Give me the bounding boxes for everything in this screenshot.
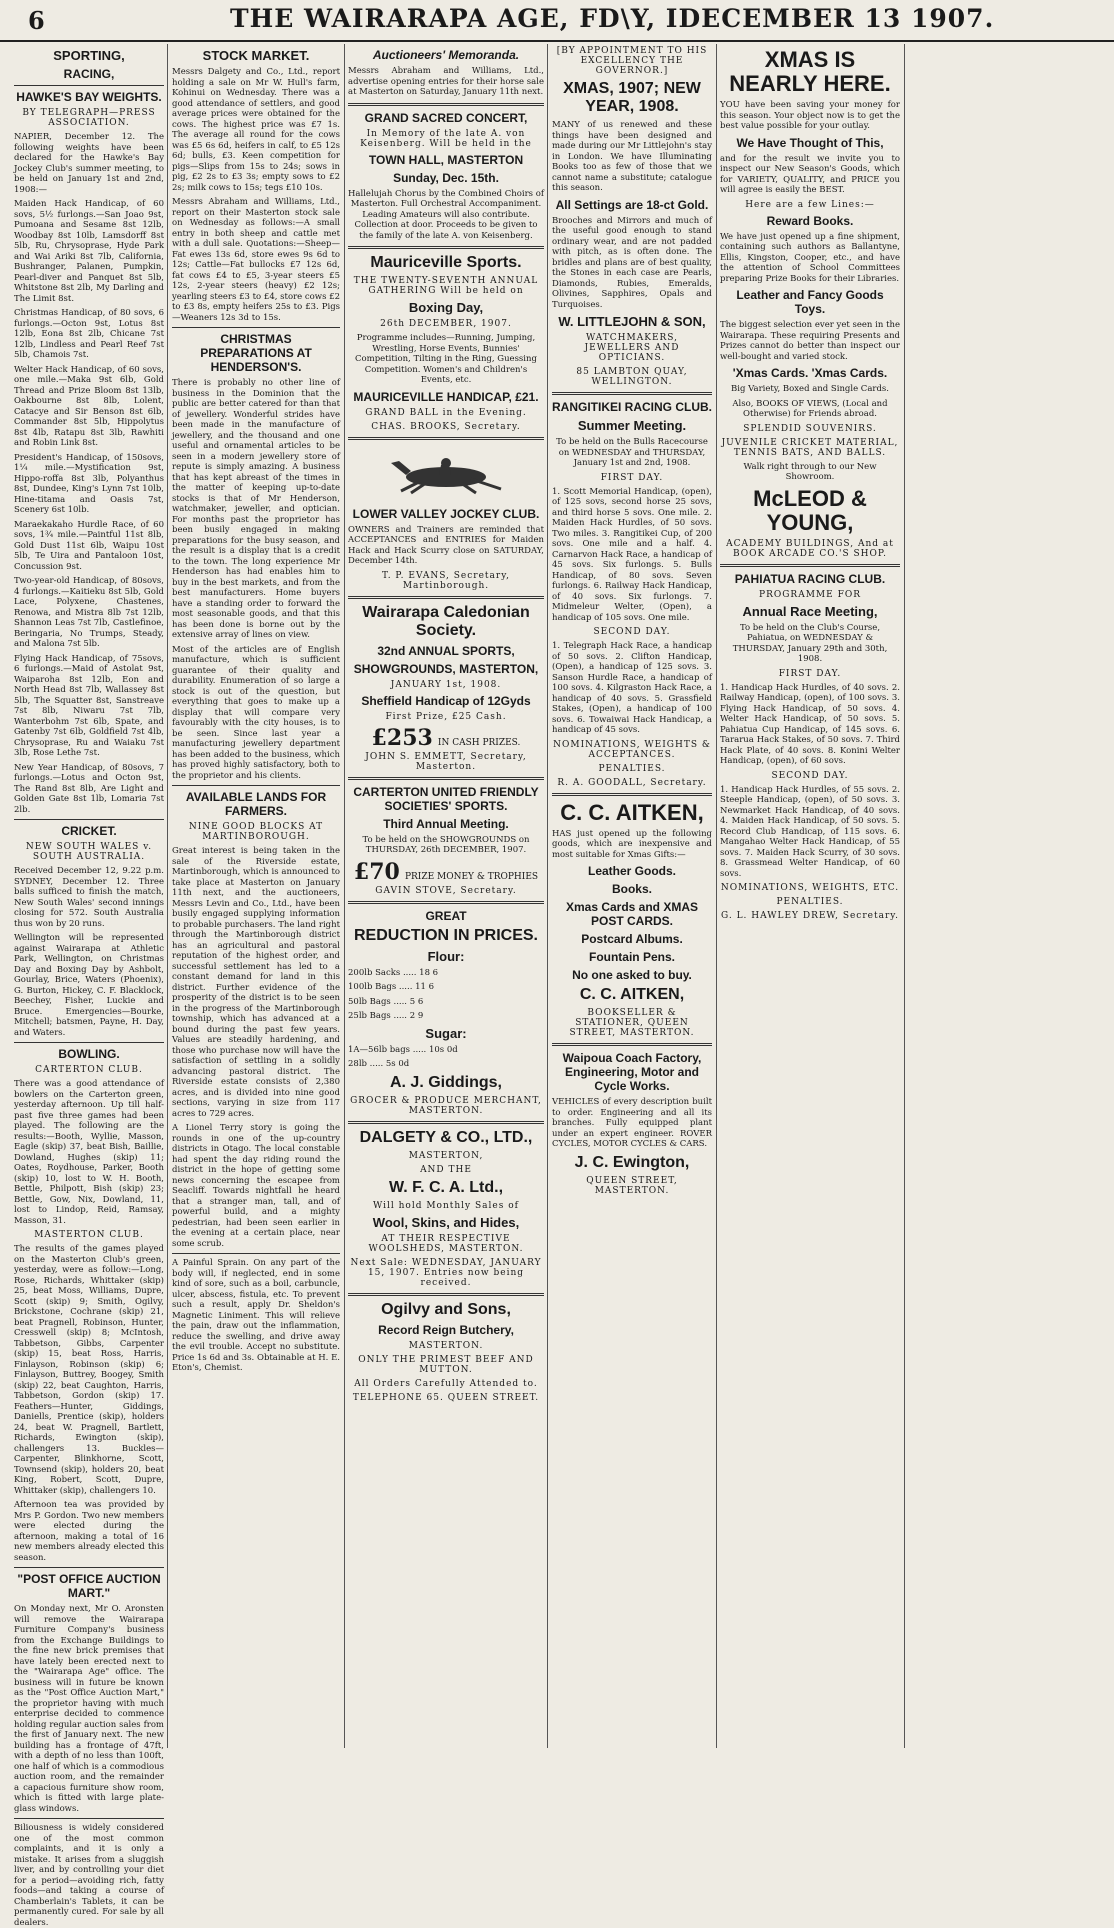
section-subheading: RACING,	[63, 67, 115, 81]
column-rule	[716, 44, 717, 1748]
newspaper-title: THE WAIRARAPA AGE, FD\Y, IDECEMBER 13 1907.	[230, 4, 995, 33]
article-text: Wellington will be represented against Wairarapa at Athletic Park, Wellington, on Christmas Day and Boxing Day by Ashbolt, Gourlay, Brice, Waters (Phoenix), G. Burton, Hickey, C. F. Blacklock, Beechey, Fisher, Luckie and Bruce. Emergencies—Bourke, Mitchell; batsmen, Payne, H. Day, and Waters.	[14, 933, 164, 1038]
advert-title: Waipoua Coach Factory, Engineering, Motor and Cycle Works.	[562, 1051, 702, 1093]
byline: BY TELEGRAPH—PRESS ASSOCIATION.	[22, 108, 156, 128]
article-text: On Monday next, Mr O. Aronsten will remove the Wairarapa Furniture Company's business from the Exchange Buildings to the fine new brick premises that have lately been erected next to the "Wairarapa Age" office. The business will in future be known as the "Post Office Auction Mart," the proprietor having with much enterprise decided to commence holding regular auction sales from the first of January next. The new building has a frontage of 47ft, with a depth of no less than 100ft, one half of which is a commodious auction room, and the remainder a capacious furniture show room, which is fitted with large plate-glass windows.	[14, 1604, 164, 1814]
column-notices: Auctioneers' Memoranda. Messrs Abraham and Williams, Ltd., advertise opening entries for their horse sale at Masterton on Saturday, January 11th next. GRAND SACRED CONCERT, In Memory of the late A. von Keisenberg. Will be held in the TOWN HALL, MASTERTON Sunday, Dec. 15th. Hallelujah Chorus by the Combined Choirs of Masterton. Full Orchestral Accompaniment. Leading Amateurs will also contribute. Collection at door. Proceeds to be given to the family of the late A. von Keisenberg. Mauriceville Sports. THE TWENTY-SEVENTH ANNUAL GATHERING Will be held on Boxing Day, 26th DECEMBER, 1907. Programme includes—Running, Jumping, Wrestling, Horse Events, Bunnies' Competition, Tilting in the Ring, Guessing Competition. Women's and Children's Events, etc. MAURICEVILLE HANDICAP, £21. GRAND BALL in the Evening. CHAS. BROOKS, Secretary. LOWER VALLEY JOCKEY CLUB. OWNERS and Trainers are reminded that ACCEPTANCES and ENTRIES for Maiden Hack and Hack Scurry close on SATURDAY, December 14th. T. P. EVANS, Secretary, Martinborough. Wairarapa Caledonian Society. 32nd ANNUAL SPORTS, SHOWGROUNDS, MASTERTON, JANUARY 1st, 1908. Sheffield Handicap of 12Gyds First Prize, £25 Cash. £253 IN CASH PRIZES. JOHN S. EMMETT, Secretary, Masterton. CARTERTON UNITED FRIENDLY SOCIETIES' SPORTS. Third Annual Meeting. To be held on the SHOWGROUNDS on THURSDAY, 26th DECEMBER, 1907. £70 PRIZE MONEY & TROPHIES GAVIN STOVE, Secretary. GREAT REDUCTION IN PRICES. Flour: 200lb Sacks ..... 18 6 100lb Bags ..... 11 6 50lb Bags ..... 5 6 25lb Bags ..... 2 9 Sugar: 1A—56lb bags ..... 10s 0d 28lb ..... 5s 0d A. J. Giddings, GROCER & PRODUCE MERCHANT, MASTERTON. DALGETY & CO., LTD., MASTERTON, AND THE W. F. C. A. Ltd., Will hold Monthly Sales of Wool, Skins, and Hides, AT THEIR RESPECTIVE WOOLSHEDS, MASTERTON. Next Sale: WEDNESDAY, JANUARY 15, 1907. Entries now being received. Ogilvy and Sons, Record Reign Butchery, MASTERTON. ONLY THE PRIMEST BEEF AND MUTTON. All Orders Carefully Attended to. TELEPHONE 65. QUEEN STREET.	[348, 48, 544, 1403]
article-text: Messrs Abraham and Williams, Ltd., report on their Masterton stock sale on Wednesday as follows:—A small entry in both sheep and cattle met with a dull sale. Quotations:—Sheep—Fat ewes 13s 6d, store ewes 9s 6d to 12s; Cattle—Fat bullocks £7 12s 6d, fat cows £4 to £5, 3-year steers £5 12s, 2-year steers (heavy) £2 12s; yearling steers £3 to £4, store cows £2 to £3 8s, empty heifers 25s to £3. Pigs—Weaners 12s 3d to 15s.	[172, 197, 340, 323]
advert-title: RANGITIKEI RACING CLUB.	[552, 400, 712, 414]
article-text: Messrs Abraham and Williams, Ltd., advertise opening entries for their horse sale at Masterton on Saturday, January 11th next.	[348, 66, 544, 97]
column-rule	[344, 44, 345, 1748]
horse-racing-illustration	[348, 449, 544, 495]
article-title: AVAILABLE LANDS FOR FARMERS.	[185, 790, 327, 818]
advert-title: GRAND SACRED CONCERT,	[364, 110, 528, 125]
article-text: Most of the articles are of English manufacture, which is sufficient guarantee of their quality and durability. Enumeration of so large a stock is out of the question, but everything that goes to make up a display that will compare very favourably with the city houses, is to be seen. Since last year a manufacturing jewellery department has been added to the business, which has proved highly satisfactory, both to the proprietor and his clients.	[172, 644, 340, 781]
masthead	[0, 0, 1114, 42]
article-text: Two-year-old Handicap, of 80sovs, 4 furlongs.—Kaitieku 8st 5lb, Gold Lace, Polyxene, Chastenes, Renowa, and Mistra 8lb 7st 12lb, Shannon Leas 7st 7lb, Castlefinoe, Beringaria, No Trumps, Steady, and Malona 7st 5lb.	[14, 576, 164, 649]
advert-text: Biliousness is widely considered one of the most common complaints, and it is only a mistake. It arises from a sluggish liver, and by controlling your diet for a period—avoiding rich, fatty foods—and taking a course of Chamberlain's Tablets, it can be permanently cured. For sale by all dealers.	[14, 1823, 164, 1928]
section-heading: BOWLING.	[58, 1047, 120, 1061]
column-rule	[904, 44, 905, 1748]
section-heading: CRICKET.	[61, 824, 117, 838]
article-title: NEW SOUTH WALES v. SOUTH AUSTRALIA.	[25, 842, 153, 862]
article-text: Received December 12, 9.22 p.m. SYDNEY, December 12. Three balls sufficed to finish the match, New South Wales' second innings closing for 572. South Australia thus won by 20 runs.	[14, 866, 164, 929]
advert-title: REDUCTION IN PRICES.	[353, 926, 538, 944]
advert-title: Mauriceville Sports.	[370, 254, 522, 271]
advert-title: XMAS IS NEARLY HERE.	[729, 47, 891, 96]
article-text: Messrs Dalgety and Co., Ltd., report holding a sale on Mr W. Hull's farm, Kohinui on Wednesday. There was a good attendance of settlers, and good average prices were obtained for the cows. The highest price was £7 1s. The average all round for the cows was £5 6s 6d, heifers in calf, to £5 12s 6d; bulls, £3. Keen competition for pigs—Slips from 15s to 24s; sows in pig, £2 2s to £3 3s; empty sows to £2 2s; milk cows to 15s; tegs £10 10s.	[172, 67, 340, 193]
article-subtitle: NINE GOOD BLOCKS AT MARTINBOROUGH.	[188, 822, 324, 842]
column-rule	[167, 44, 168, 1748]
advert-title: DALGETY & CO., LTD.,	[359, 1128, 533, 1146]
column-rule	[547, 44, 548, 1748]
article-title: CHRISTMAS PREPARATIONS AT HENDERSON'S.	[200, 332, 312, 374]
article-text: Maiden Hack Handicap, of 60 sovs, 5½ furlongs.—San Joao 9st, Pumoana and Sesame 8st 12lb, Woodbay 8st 10lb, Lamsdorff 8st 5lb, Ru, Chrysoprase, Hyde Park and Wai Ariki 8st 7lb, California, Bushranger, Palanen, Pumpkin, Pearl-diver and Panquet 8st 5lb, Whitstone 8st 2lb, My Darling and The Limit 8st.	[14, 199, 164, 304]
article-text: There is probably no other line of business in the Dominion that the public are better catered for than that of jewellery. Wonderful strides have been made in the manufacture of jewellery, and the thousand and one useful and ornamental articles to be seen in a modern jewellery store of repute is simply amazing. A business that has kept abreast of the times in the matter of keeping up-to-date stocks is that of Mr Henderson, watchmaker, jeweller, and optician. For months past the proprietor has been busily engaged in making preparations for the busy season, and the result is a display that is a credit to the town. The long experience Mr Henderson has had enables him to buy in the best markets, and from the best manufacturers. Home buyers have a standing order to forward the most seasonable goods, and that this has been done is borne out by the extensive array of lines on view.	[172, 378, 340, 640]
article-text: Afternoon tea was provided by Mrs P. Gordon. Two new members were elected during the afternoon, making a total of 16 new members already elected this season.	[14, 1500, 164, 1563]
article-text: NAPIER, December 12. The following weights have been declared for the Hawke's Bay Jockey Club's summer meeting, to be held on January 1st and 2nd, 1908:—	[14, 132, 164, 195]
article-text: The results of the games played on the Masterton Club's green, yesterday, were as follow:—Long, Rose, Richards, Whittaker (skip) 25, beat Moss, Williams, Dupre, Scott (skip) 9; Smith, Ogilvy, Brickstone, Cochrane (skip) 21, beat Pragnell, Robinson, Hunter, Cresswell (skip) 8; McIntosh, Tabbetson, Gibbs, Carpenter (skip) 15, beat Ross, Harris, Finlayson, Robinson (skip) 6; Finlayson, Buttrey, Boogey, Smith (skip) 22, beat Caughton, Harris, Tabbetson, Gordon (skip) 17. Feathers—Hunter, Giddings, Daniells, Prentice (skip), holders 24, beat W. Pragnell, Bartlett, Richards, Ewington (skip), challengers 13. Buckles—Carpenter, Blinkhorne, Scott, Townsend (skip), holders 20, beat King, Robert, Scott, Dupre, Whittaker (skip), challengers 10.	[14, 1244, 164, 1496]
advert-title: Wairarapa Caledonian Society.	[362, 603, 530, 639]
advert-title: Ogilvy and Sons,	[381, 1300, 511, 1318]
article-text: Flying Hack Handicap, of 75sovs, 6 furlongs.—Maid of Astolat 9st, Waiparoha 8st 12lb, Eon and North Head 8st 7lb, Wallassey 8st 5lb, The Squatter 8st, Sanstreave 7st 8lb, Niwaru 7st 7lb, Wanterbohm 7st 6lb, Spate, and Gatenby 7st 6lb, Goldfield 7st 4lb, Chrysoprase, Ru and Waiaku 7st 3lb, Rose Lethe 7st.	[14, 653, 164, 758]
article-title: CARTERTON CLUB.	[35, 1065, 143, 1075]
article-text: President's Handicap, of 150sovs, 1¼ mile.—Mystification 9st, Hippo-roffa 8st 3lb, Polyanthus 8st, Dundee, King's Lynn 7st 10lb, Hine-titama and Oasis 7st, Scenery 6st 10lb.	[14, 452, 164, 515]
column-adverts-b: XMAS IS NEARLY HERE. YOU have been saving your money for this season. Your object now is to get the best value possible for your outlay. We Have Thought of This, and for the result we invite you to inspect our New Season's Goods, which for VARIETY, QUALITY, and PRICE you will agree is easily the BEST. Here are a few Lines:— Reward Books. We have just opened up a fine shipment, containing such authors as Ballantyne, Ellis, Kingston, Cooper, etc., and have the attention of School Committees preparing Prize Books for their Libraries. Leather and Fancy Goods Toys. The biggest selection ever yet seen in the Wairarapa. These requiring Presents and Prizes cannot do better than inspect our well-bought and varied stock. 'Xmas Cards. 'Xmas Cards. Big Variety, Boxed and Single Cards. Also, BOOKS OF VIEWS, (Local and Otherwise) for Friends abroad. SPLENDID SOUVENIRS. JUVENILE CRICKET MATERIAL, TENNIS BATS, AND BALLS. Walk right through to our New Showroom. McLEOD & YOUNG, ACADEMY BUILDINGS, And at BOOK ARCADE CO.'S SHOP. PAHIATUA RACING CLUB. PROGRAMME FOR Annual Race Meeting, To be held on the Club's Course, Pahiatua, on WEDNESDAY & THURSDAY, January 29th and 30th, 1908. FIRST DAY. 1. Handicap Hack Hurdles, of 40 sovs. 2. Railway Handicap, (open), of 100 sovs. 3. Flying Hack Handicap, of 50 sovs. 4. Welter Hack Handicap, of 50 sovs. 5. Pahiatua Cup Handicap, of 145 sovs. 6. Tararua Hack Stakes, of 50 sovs. 7. Third Hack Plate, of 40 sovs. 8. Konini Welter Handicap, (open), of 60 sovs. SECOND DAY. 1. Handicap Hack Hurdles, of 55 sovs. 2. Steeple Handicap, (open), of 50 sovs. 3. Newmarket Hack Handicap, of 40 sovs. 4. Maiden Hack Handicap, of 50 sovs. 5. Record Club Handicap, of 115 sovs. 6. Mangahao Welter Hack Handicap, of 55 sovs. 7. Maiden Hack Scurry, of 30 sovs. 8. Grassmead Welter Handicap, of 60 sovs. NOMINATIONS, WEIGHTS, ETC. PENALTIES. G. L. HAWLEY DREW, Secretary.	[720, 47, 900, 921]
article-text: Maraekakaho Hurdle Race, of 60 sovs, 1¾ mile.—Paintful 11st 8lb, Gold Dust 11st 6lb, Waipu 10st 5lb, Te Uira and Pantaloon 10st, Concussion 9st.	[14, 519, 164, 572]
advert-text: A Painful Sprain. On any part of the body will, if neglected, end in some kind of sore, such as a boil, carbuncle, ulcer, abscess, fistula, etc. To prevent such a result, apply Dr. Sheldon's Magnetic Liniment. This will relieve the pain, draw out the inflammation, reduce the swelling, and drive away the evil trouble. Accept no substitute. Price 1s 6d and 3s. Obtainable at H. E. Eton's, Chemist.	[172, 1258, 340, 1373]
section-heading: Auctioneers' Memoranda.	[372, 48, 520, 62]
article-text: Welter Hack Handicap, of 60 sovs, one mile.—Maka 9st 6lb, Gold Thread and Prize Bloom 8st 13lb, Oakbourne 8st 8lb, Lolent, Catacye and Sir Benson 8st 6lb, Commander 8st 5lb, Hippolytus 8st 4lb, Ratapu 8st 3lb, Rawhiti and Robin Link 8st.	[14, 364, 164, 448]
article-title: MASTERTON CLUB.	[34, 1230, 144, 1240]
section-heading: SPORTING,	[53, 48, 125, 63]
advert-title: LOWER VALLEY JOCKEY CLUB.	[352, 506, 540, 521]
article-text: Christmas Handicap, of 80 sovs, 6 furlongs.—Octon 9st, Lotus 8st 12lb, Eona 8st 2lb, Chicane 7st 12lb, Lindless and Pearl Reef 7st 5lb, Chamois 7st.	[14, 308, 164, 360]
column-sporting	[14, 44, 164, 1928]
page-number: 6	[28, 6, 45, 35]
advert-title: XMAS, 1907; NEW YEAR, 1908.	[563, 80, 701, 115]
column-stock-market	[172, 44, 340, 1748]
article-text: There was a good attendance of bowlers on the Carterton green, yesterday afternoon. Up till half-past five three games had been played. The following are the results:—Booth, Wyllie, Masson, Eagle (skip) 37, beat Bish, Baillie, Dowland, Hughes (skip) 11; Oates, Roydhouse, Parker, Booth (skip) 10, lost to W. H. Booth, Bettle, Philpott, Bish (skip) 23; Bettle, Gow, Nix, Dowland, 11, lost to Lindop, Reid, Ramsay, Masson, 31.	[14, 1079, 164, 1226]
advert-title: C. C. AITKEN,	[560, 799, 704, 825]
article-title: HAWKE'S BAY WEIGHTS.	[16, 90, 162, 104]
article-text: A Lionel Terry story is going the rounds in one of the up-country districts in Otago. The local constable had spent the day riding round the district in the hope of getting some news concerning the escapee from Seacliff. Towards nightfall he heard that a stranger man, tall, and of powerful build, and a mighty pedestrian, had been seen earlier in the evening at a certain place, near some scrub.	[172, 1123, 340, 1249]
section-heading: STOCK MARKET.	[202, 48, 310, 63]
article-text: New Year Handicap, of 80sovs, 7 furlongs.—Lotus and Octon 9st, The Rand 8st 8lb, Are Light and Golden Gate 8st 1lb, Lomaria 7st 2lb.	[14, 762, 164, 815]
advert-title: CARTERTON UNITED FRIENDLY SOCIETIES' SPORTS.	[353, 784, 539, 813]
article-title: "POST OFFICE AUCTION MART."	[17, 1572, 161, 1600]
article-text: Great interest is being taken in the sale of the Riverside estate, Martinborough, which is announced to take place at Masterton on January 11th next, and the auctioneers, Messrs Levin and Co., Ltd., have been busily engaged supplying information to probable purchasers. The land right through the Martinborough district has an agricultural and pastoral reputation of the highest order, and successful settlement has led to a constant demand for land in this district. Further evidence of the prosperity of the district is to be seen in the progress of the Martinborough township, which has advanced at a bound during the past few years. Values are steadily hardening, and those who purchase now will have the satisfaction of settling in a solidly advancing pastoral district. The Riverside estate consists of 2,380 acres, and is divided into nine good sections, varying in size from 117 acres to 729 acres.	[172, 846, 340, 1119]
columns	[14, 44, 1104, 1928]
column-adverts-a: [BY APPOINTMENT TO HIS EXCELLENCY THE GOVERNOR.] XMAS, 1907; NEW YEAR, 1908. MANY of us renewed and these things have been designed and made during our Mr Littlejohn's stay in London. We have Illuminating Books too as few of those that we cannot name a substitute; catalogue this season. All Settings are 18-ct Gold. Brooches and Mirrors and much of the useful good enough to stand ordinary wear, and are not padded with pitch, as is often done. The bridles and plans are of best quality, the Stones in each case are Pearls, Diamonds, Rubies, Emeralds, Olivines, Sapphires, Opals and Turquoises. W. LITTLEJOHN & SON, WATCHMAKERS, JEWELLERS AND OPTICIANS. 85 LAMBTON QUAY, WELLINGTON. RANGITIKEI RACING CLUB. Summer Meeting. To be held on the Bulls Racecourse on WEDNESDAY and THURSDAY, January 1st and 2nd, 1908. FIRST DAY. 1. Scott Memorial Handicap, (open), of 125 sovs, second horse 25 sovs, and third horse 5 sovs. One mile. 2. Maiden Hack Hurdles, of 50 sovs. Two miles. 3. Rangitikei Cup, of 200 sovs. One mile and a half. 4. Carnarvon Hack Race, a handicap of 45 sovs. Six furlongs. 5. Bulls Handicap, of 80 sovs. Seven furlongs. 6. Railway Hack Handicap, of 40 sovs. Six furlongs. 7. Midmeleur Welter, (Open), a handicap of 105 sovs. One mile. SECOND DAY. 1. Telegraph Hack Race, a handicap of 50 sovs. 2. Clifton Handicap, (Open), a handicap of 125 sovs. 3. Sanson Hurdle Race, a handicap of 100 sovs. 4. Kilgraston Hack Race, a handicap of 40 sovs. 5. Grassfield Stakes, (Open), a handicap of 100 sovs. 6. Towaiwai Hack Handicap, a handicap of 45 sovs. NOMINATIONS, WEIGHTS & ACCEPTANCES. PENALTIES. R. A. GOODALL, Secretary. C. C. AITKEN, HAS just opened up the following goods, which are inexpensive and most suitable for Xmas Gifts:— Leather Goods. Books. Xmas Cards and XMAS POST CARDS. Postcard Albums. Fountain Pens. No one asked to buy. C. C. AITKEN, BOOKSELLER & STATIONER, QUEEN STREET, MASTERTON. Waipoua Coach Factory, Engineering, Motor and Cycle Works. VEHICLES of every description built to order. Engineering and all its branches. Fully equipped plant under an expert engineer. ROVER CYCLES, MOTOR CYCLES & CARS. J. C. Ewington, QUEEN STREET, MASTERTON.	[552, 46, 712, 1196]
advert-title: PAHIATUA RACING CLUB.	[734, 571, 886, 586]
